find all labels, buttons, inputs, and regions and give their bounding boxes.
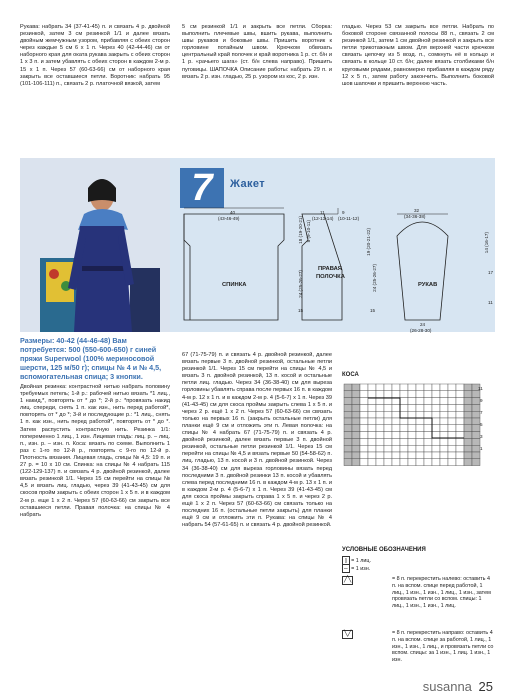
kosa-cell (376, 438, 384, 445)
kosa-cell (400, 411, 408, 418)
kosa-cell (472, 459, 480, 466)
sleeve-bottom-sizes: (26-28-30) (410, 328, 432, 333)
legend-cross-right-text: = 8 п. перекрестить направо: оставить 4 п. на вспом. спице за работой, 1 лиц., 1 изн., 1 изн., 1 лиц., и провязать петли со вспом. спицы: за 1 изн., 1 лиц. 1 изн., 1 изн. (392, 630, 494, 664)
sleeve-cuff-dim: 11 (488, 300, 493, 305)
kosa-cell (400, 432, 408, 439)
front-label-2: ПОЛОЧКА (316, 274, 345, 280)
legend-item-cross-right (342, 630, 494, 664)
kosa-cell (456, 459, 464, 466)
kosa-cell (448, 425, 456, 432)
kosa-cell (352, 391, 360, 398)
pattern-number: 7 (180, 168, 224, 208)
kosa-cell (392, 459, 400, 466)
kosa-cell (448, 459, 456, 466)
kosa-cell (408, 418, 416, 425)
kosa-cell (448, 445, 456, 452)
kosa-cell (344, 418, 352, 425)
kosa-cell (456, 398, 464, 405)
kosa-cell (384, 432, 392, 439)
sleeve-top-sizes: (34-36-38) (404, 214, 426, 219)
kosa-cell (440, 445, 448, 452)
kosa-cell (456, 438, 464, 445)
kosa-cell (368, 438, 376, 445)
kosa-cell (344, 432, 352, 439)
kosa-cell (472, 411, 480, 418)
kosa-cell (440, 398, 448, 405)
kosa-cell (392, 452, 400, 459)
kosa-cell (384, 391, 392, 398)
kosa-cell (368, 404, 376, 411)
kosa-cell (344, 425, 352, 432)
kosa-cell (384, 445, 392, 452)
kosa-cell (384, 418, 392, 425)
kosa-cell (424, 438, 432, 445)
kosa-cell (456, 391, 464, 398)
kosa-cell (400, 418, 408, 425)
kosa-cell (360, 404, 368, 411)
kosa-cell (368, 411, 376, 418)
kosa-cell (392, 445, 400, 452)
kosa-cell (408, 432, 416, 439)
kosa-cell (416, 398, 424, 405)
cross-right-symbol: ╲╱ (344, 630, 352, 637)
kosa-chart (342, 382, 494, 466)
kosa-cell (424, 398, 432, 405)
kosa-cell (376, 411, 384, 418)
kosa-cell (360, 391, 368, 398)
kosa-cell (360, 452, 368, 459)
kosa-cell (464, 384, 472, 391)
sleeve-cap-dim: 14 (16-17) (484, 232, 489, 254)
kosa-cell (376, 418, 384, 425)
kosa-cell (344, 459, 352, 466)
kosa-cell (424, 459, 432, 466)
model-photo (20, 158, 170, 332)
kosa-cell (440, 384, 448, 391)
kosa-cell (344, 398, 352, 405)
kosa-cell (456, 404, 464, 411)
kosa-cell (416, 452, 424, 459)
kosa-cell (440, 432, 448, 439)
kosa-cell (400, 398, 408, 405)
kosa-cell (392, 404, 400, 411)
kosa-cell (424, 418, 432, 425)
kosa-cell (448, 411, 456, 418)
kosa-cell (352, 445, 360, 452)
kosa-cell (408, 391, 416, 398)
kosa-cell (416, 404, 424, 411)
height-dim-a: 18 (19-20-21) (298, 216, 303, 244)
kosa-cell (408, 452, 416, 459)
kosa-cell (392, 398, 400, 405)
pattern-title: Жакет (230, 178, 266, 190)
kosa-cell (464, 391, 472, 398)
kosa-cell (384, 411, 392, 418)
kosa-cell (360, 418, 368, 425)
kosa-cell (456, 445, 464, 452)
kosa-cell (432, 438, 440, 445)
kosa-cell (376, 391, 384, 398)
kosa-cell (456, 425, 464, 432)
legend-item-cross-left (342, 576, 494, 610)
kosa-cell (448, 391, 456, 398)
back-label: СПИНКА (222, 282, 247, 288)
kosa-cell (392, 438, 400, 445)
kosa-cell (440, 418, 448, 425)
kosa-cell (368, 432, 376, 439)
kosa-cell (424, 384, 432, 391)
kosa-cell (432, 391, 440, 398)
instructions-column-2: 67 (71-75-79) п. и связать 4 р. двойной резинкой, далее вязать первые 3 п. двойной резинкой, остальные петли резинкой 1/1. Через 15 см перейти на спицы № 4,5 и вязать 3 п. двойной резинкой, 13 п. косой и остальные петли лиц. гладью. Через 34 (36-38-40) см для выреза горловины убавлять справа после первых 16 п. в каждом 4-м р. 12 x 1 п. и в каждом 2-м р. 4 (5-6-7) x 1 п. Через 39 (41-43-45) см для скоса проймы закрыть слева 1 x 5 п. и через 2 р. ещё 1 x 2 п. Через 57 (60-63-66) см связать только на первых 16 п. (закрыть остальные петли) для планки ещё 9 см и отложить эти п. Левая полочка: на спицы № 4 набрать 67 (71-75-79) п. и связать 4 р. двойной резинкой, далее вязать первые 3 п. двойной резинкой, остальные петли резинкой 1/1. Через 15 см перейти на спицы № 4,5 и вязать первые 50 (54-58-62) п. лиц. гладью, 13 п. косой и 3 п. двойной резинкой. Через 34 (36-38-40) см для выреза горловины вязать перед последними 3 п. двойной резинки 13 п. косой и убавлять слева перед последними 16 п. в каждом 4-м р. 13 x 1 п. и в каждом 2-м р. 4 (5-6-7) x 1 п. Через 39 (41-43-45) см для скоса проймы закрыть справа 1 x 5 п. и через 2 р. ещё 1 x 2 п. Через 57 (60-63-66) см связать только на последних 16 п. (остальные петли закрыть) для планки ещё 9 см и отложить эти п. Рукава: на спицы № 4 набрать 54 (57-61-65) п. и связать 4 р. двойной резинкой. (182, 352, 332, 529)
kosa-title: КОСА (342, 372, 359, 378)
kosa-cell (416, 391, 424, 398)
kosa-row-11: 11 (478, 386, 483, 391)
brand-name: susanna (422, 679, 472, 694)
kosa-cell (360, 432, 368, 439)
kosa-cell (456, 432, 464, 439)
top-column-2: 5 см резинкой 1/1 и закрыть все петли. Сборка: выполнить плечевые швы, вшить рукава, выполнить швы рукавов и боковые швы. Пришить воротник к горловине потайным швом. Крючком обвязать центральный край полочек и край воротника 1 р. ст. б/н и 1 р. «рачьего шага» (ст. б/н слева направо). Пришить пуговицы. ШАПОЧКА Описание работы: набрать 29 п. и вязать 2 р. изн. гладью, 25 р. узором из кос, 2 р. изн. (182, 24, 332, 80)
kosa-cell (384, 452, 392, 459)
back-outline (184, 214, 284, 320)
kosa-cell (448, 438, 456, 445)
kosa-cell (376, 452, 384, 459)
kosa-cell (376, 425, 384, 432)
neck-dim: 9 (342, 210, 345, 215)
kosa-cell (472, 425, 480, 432)
kosa-cell (416, 425, 424, 432)
kosa-cell (344, 445, 352, 452)
front-bottom-dim: 15 (370, 308, 376, 313)
kosa-cell (416, 418, 424, 425)
kosa-cell (432, 418, 440, 425)
kosa-cell (456, 418, 464, 425)
front-top-sizes: (12-13-14) (312, 216, 334, 221)
kosa-cell (464, 404, 472, 411)
top-column-3: гладью. Через 53 см закрыть все петли. Набрать по боковой стороне связанной полосы 88 п., связать 2 см резинкой 1/1, затем 1 см двойной резинкой и закрыть все петли трикотажным швом. Для верхней части крючком связать цепочку из 5 возд. п., сомкнуть её в кольцо и связать в кольце 10 ст. б/н; далее вязать столбиками б/н круговыми рядами, равномерно прибавляя в каждом ряду 12 x 5 п., затем работу закончить. Выполнить боковой шов шапочки и пришить верхнюю часть. (342, 24, 494, 87)
neck-sizes: (10-11-12) (338, 216, 360, 221)
kosa-cell (424, 411, 432, 418)
kosa-cell (432, 459, 440, 466)
model-illustration (20, 158, 170, 332)
kosa-cell (416, 411, 424, 418)
kosa-cell (424, 452, 432, 459)
sleeve-bottom-dim: 24 (420, 322, 426, 327)
kosa-cell (432, 384, 440, 391)
kosa-cell (344, 438, 352, 445)
kosa-cell (400, 404, 408, 411)
kosa-cell (464, 445, 472, 452)
kosa-cell (472, 398, 480, 405)
sizes-materials: Размеры: 40-42 (44-46-48) Вам потребуется: 500 (550-600-650) г синей пряжи Superwool (100% мериносовой шерсти, 125 м/50 г); спицы № 4 и № 4,5, вспомогательная спица; 3 кнопки. (20, 336, 162, 381)
kosa-cell (464, 411, 472, 418)
kosa-cell (440, 438, 448, 445)
legend-item-knit (342, 558, 494, 565)
kosa-cell (400, 438, 408, 445)
sleeve-outline (397, 222, 448, 320)
kosa-cell (432, 404, 440, 411)
kosa-cell (416, 432, 424, 439)
kosa-cell (440, 404, 448, 411)
kosa-row-9: 9 (480, 398, 483, 403)
kosa-cell (432, 398, 440, 405)
kosa-cell (416, 445, 424, 452)
kosa-cell (464, 418, 472, 425)
kosa-cell (448, 384, 456, 391)
kosa-cell (368, 459, 376, 466)
kosa-cell (344, 411, 352, 418)
kosa-cell (360, 411, 368, 418)
kosa-cell (352, 459, 360, 466)
kosa-cell (392, 418, 400, 425)
kosa-cell (352, 404, 360, 411)
kosa-cell (472, 404, 480, 411)
height-dim-c: 15 (298, 308, 304, 313)
kosa-cell (408, 411, 416, 418)
kosa-cell (360, 445, 368, 452)
kosa-cell (440, 459, 448, 466)
kosa-cell (344, 452, 352, 459)
kosa-cell (376, 432, 384, 439)
kosa-cell (464, 459, 472, 466)
kosa-cell (384, 425, 392, 432)
kosa-cell (440, 391, 448, 398)
kosa-cell (440, 411, 448, 418)
kosa-cell (344, 404, 352, 411)
kosa-cell (472, 452, 480, 459)
kosa-cell (440, 425, 448, 432)
legend-item-purl (342, 566, 494, 573)
kosa-cell (352, 432, 360, 439)
kosa-row-7: 7 (480, 410, 483, 415)
kosa-cell (400, 459, 408, 466)
kosa-cell (344, 391, 352, 398)
kosa-cell (384, 404, 392, 411)
kosa-cell (352, 425, 360, 432)
kosa-cell (352, 384, 360, 391)
kosa-cell (464, 398, 472, 405)
front-height-dim-b: 24 (25-26-27) (372, 264, 377, 292)
kosa-cell (384, 438, 392, 445)
kosa-cell (424, 445, 432, 452)
kosa-cell (416, 459, 424, 466)
kosa-cell (448, 452, 456, 459)
back-width-dim: 40 (230, 210, 236, 215)
kosa-cell (448, 404, 456, 411)
page-number: 25 (478, 679, 493, 694)
instructions-column-1: Двойная резинка: контрастной нитью набрать половину требуемых петель; 1-й р.: рабочей нитью вязать *1 лиц., 1 накид,*, повторять от * до *; 2-й р.: *провязать накид лиц. спереди, снять 1 п. как изн., нить перед работой*, повторять от * до *; 3-й и последующие р.: *1 лиц., снять 1 п. как изн., нить перед работой*, повторять от * до *. Затем распустить контрастную нить. Резинка 1/1: попеременно 1 лиц., 1 изн. Лицевая гладь: лиц. р. – лиц. п., изн. р. – изн. п. Коса: вязать по схеме. Выполнить 1 раз с 1-го по 12-й р., повторять с 9-го по 12-й р. Плотность вязания. Лицевая гладь, спицы № 4,5: 19 п. и 27 р. = 10 x 10 см. Спинка: на спицы № 4 набрать 115 (122-129-137) п. и связать 4 р. двойной резинкой, далее вязать резинкой 1/1. Через 15 см перейти на спицы № 4,5 и вязать лиц. гладью, через 39 (41-43-45) см для скосов пройм закрыть с обеих сторон 1 x 5 п. и в каждом 2-м р. еще 1 x 2 п. Через 57 (60-63-66) см закрыть все оставшиеся петли. Правая полочка: на спицы № 4 набрать (20, 384, 170, 518)
kosa-cell (376, 459, 384, 466)
kosa-cell (360, 425, 368, 432)
kosa-cell (424, 425, 432, 432)
kosa-cell (352, 411, 360, 418)
kosa-cell (408, 445, 416, 452)
kosa-cell (384, 384, 392, 391)
kosa-cell (408, 438, 416, 445)
kosa-cell (464, 425, 472, 432)
kosa-cell (432, 411, 440, 418)
sleeve-side-dim: 17 (488, 270, 494, 275)
kosa-cell (360, 438, 368, 445)
kosa-cell (408, 459, 416, 466)
kosa-cell (400, 391, 408, 398)
front-label-1: ПРАВАЯ (318, 266, 342, 272)
kosa-cell (456, 384, 464, 391)
kosa-cell (472, 391, 480, 398)
kosa-cell (464, 452, 472, 459)
kosa-cell (400, 452, 408, 459)
kosa-cell (400, 445, 408, 452)
kosa-cell (392, 384, 400, 391)
sleeve-top-dim: 32 (414, 208, 420, 213)
legend-cross-left-text: = 8 п. перекрестить налево: оставить 4 п. на вспом. спице перед работой, 1 лиц., 1 изн., 1 изн., 1 лиц., 1 изн., затем провязать петли со вспом. спицы: 1 лиц., 1 изн., 1 изн., 1 лиц. (392, 576, 491, 610)
front-height-dim: 19 (20-21-22) (366, 228, 371, 256)
kosa-cell (376, 384, 384, 391)
kosa-cell (432, 445, 440, 452)
kosa-cell (416, 384, 424, 391)
kosa-cell (448, 432, 456, 439)
kosa-cell (448, 418, 456, 425)
kosa-cell (392, 432, 400, 439)
front-half-width: 8 (9-10-11) (306, 220, 311, 243)
kosa-cell (376, 404, 384, 411)
kosa-cell (392, 391, 400, 398)
kosa-cell (456, 411, 464, 418)
kosa-cell (400, 384, 408, 391)
height-dim-b: 24 (25-26-27) (298, 270, 303, 298)
back-width-sizes: (43-46-49) (218, 216, 240, 221)
kosa-row-3: 3 (480, 434, 483, 439)
kosa-cell (472, 418, 480, 425)
purl-symbol: – (344, 565, 348, 572)
kosa-cell (464, 438, 472, 445)
legend-title: УСЛОВНЫЕ ОБОЗНАЧЕНИЯ (342, 547, 426, 553)
kosa-cell (408, 398, 416, 405)
kosa-cell (360, 398, 368, 405)
kosa-cell (384, 398, 392, 405)
kosa-cell (368, 398, 376, 405)
kosa-cell (432, 432, 440, 439)
kosa-cell (432, 425, 440, 432)
cross-left-symbol: ╱╲ (344, 576, 352, 583)
knit-symbol: ▯ (344, 557, 348, 564)
kosa-cell (360, 384, 368, 391)
kosa-cell (432, 452, 440, 459)
kosa-cell (352, 398, 360, 405)
kosa-cell (352, 452, 360, 459)
kosa-cell (448, 398, 456, 405)
kosa-cell (400, 425, 408, 432)
kosa-cell (424, 404, 432, 411)
kosa-cell (384, 459, 392, 466)
kosa-cell (368, 425, 376, 432)
legend-purl-text: = 1 изн. (351, 566, 371, 572)
kosa-cell (424, 391, 432, 398)
kosa-cell (408, 384, 416, 391)
kosa-cell (352, 438, 360, 445)
kosa-cell (368, 445, 376, 452)
legend-knit-text: = 1 лиц. (351, 558, 372, 564)
kosa-row-5: 5 (480, 422, 483, 427)
kosa-cell (408, 404, 416, 411)
front-top-dim: 11 (320, 210, 325, 215)
page-footer (423, 679, 493, 694)
kosa-cell (392, 425, 400, 432)
kosa-cell (368, 452, 376, 459)
kosa-cell (368, 391, 376, 398)
sleeve-label: РУКАВ (418, 282, 438, 288)
kosa-row-1: 1 (480, 446, 483, 451)
kosa-cell (440, 452, 448, 459)
kosa-cell (464, 432, 472, 439)
kosa-cell (376, 445, 384, 452)
kosa-cell (376, 398, 384, 405)
kosa-cell (472, 432, 480, 439)
top-column-1: Рукава: набрать 34 (37-41-45) п. и связать 4 р. двойной резинкой, затем 3 см резинкой 1/1 и далее вязать двойным жемчужным узором, прибавляя с обеих сторон через каждые 5 см 6 x 1 п. Через 40 (42-44-46) см от наборного края для оката рукава закрыть с обеих сторон 1 x 3 п. и затем убавлять с обеих сторон в каждом 2-м р. 15 x 1 п. Через 57 (60-63-66) см от наборного края закрыть все оставшиеся петли. Воротник: набрать 95 (101-106-111) п., связать 2 р. платочной вязкой, затем (20, 24, 170, 87)
kosa-cell (472, 438, 480, 445)
kosa-cell (368, 418, 376, 425)
kosa-cell (456, 452, 464, 459)
kosa-cell (352, 418, 360, 425)
kosa-cell (416, 438, 424, 445)
kosa-cell (360, 459, 368, 466)
kosa-cell (408, 425, 416, 432)
kosa-cell (424, 432, 432, 439)
kosa-cell (392, 411, 400, 418)
kosa-cell (368, 384, 376, 391)
kosa-cell (344, 384, 352, 391)
kosa-cell (472, 445, 480, 452)
